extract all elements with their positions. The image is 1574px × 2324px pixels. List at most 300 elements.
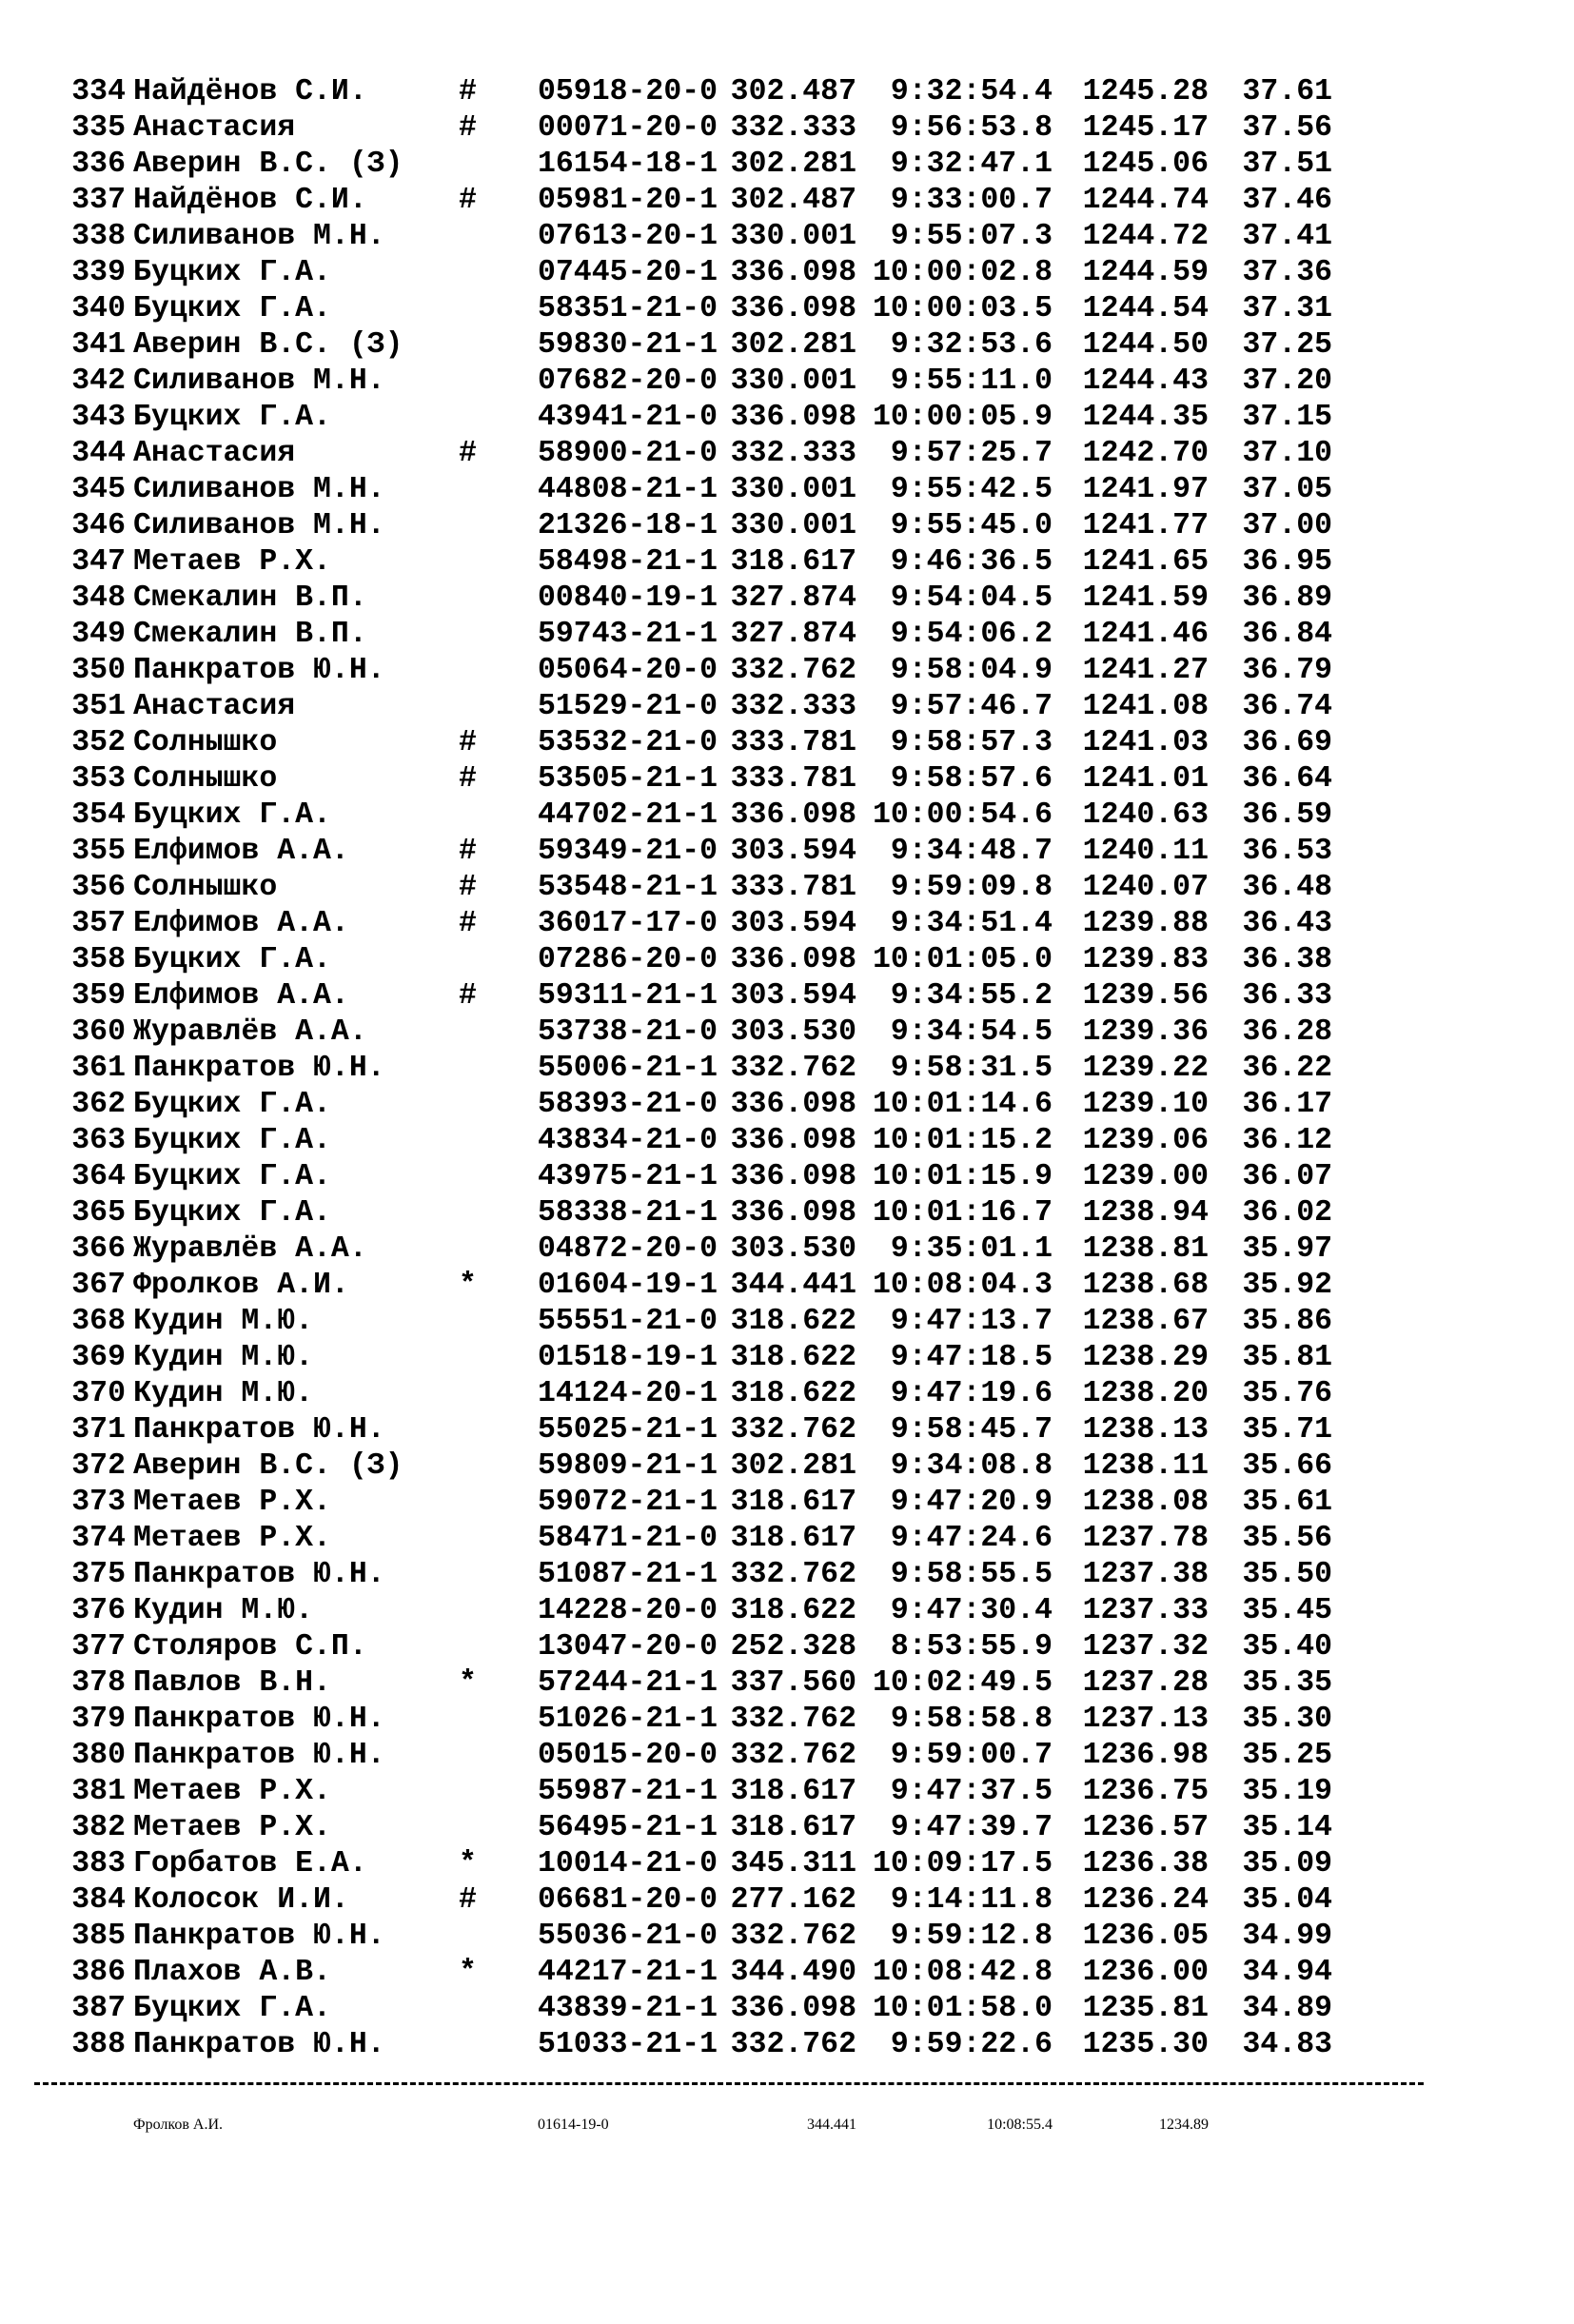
distance: 332.762 (730, 2028, 856, 2061)
owner-name: Метаев Р.Х. (133, 545, 331, 579)
place-number: 386 (71, 1956, 126, 1989)
place-number: 343 (71, 401, 126, 434)
arrival-time: 9:58:04.9 (890, 654, 1053, 687)
coefficient: 35.04 (1242, 1883, 1332, 1917)
ring-number: 55987-21-1 (538, 1775, 718, 1808)
distance: 336.098 (730, 256, 856, 289)
arrival-time: 10:01:58.0 (872, 1992, 1053, 2025)
distance: 318.622 (730, 1341, 856, 1374)
place-number: 349 (71, 618, 126, 651)
distance: 332.333 (730, 690, 856, 723)
place-number: 375 (71, 1558, 126, 1591)
distance: 327.874 (730, 618, 856, 651)
ring-number: 07445-20-1 (538, 256, 718, 289)
owner-name: Анастасия (133, 690, 296, 723)
coefficient: 34.99 (1242, 1920, 1332, 1953)
ring-number: 58393-21-0 (538, 1088, 718, 1121)
mark-symbol: # (459, 762, 477, 796)
arrival-time: 9:57:46.7 (890, 690, 1053, 723)
place-number: 335 (71, 111, 126, 145)
coefficient: 35.66 (1242, 1449, 1332, 1483)
coefficient: 34.89 (1242, 1992, 1332, 2025)
arrival-time: 9:47:24.6 (890, 1522, 1053, 1555)
speed: 1238.81 (1082, 1232, 1209, 1266)
speed: 1244.35 (1082, 401, 1209, 434)
mark-symbol: # (459, 871, 477, 904)
owner-name: Силиванов М.Н. (133, 220, 385, 253)
distance: 318.617 (730, 1811, 856, 1844)
ring-number: 53532-21-0 (538, 726, 718, 759)
distance: 336.098 (730, 1992, 856, 2025)
footer-row (57, 2107, 1389, 2143)
speed: 1245.06 (1082, 148, 1209, 181)
place-number: 336 (71, 148, 126, 181)
place-number: 380 (71, 1739, 126, 1772)
place-number: 383 (71, 1847, 126, 1881)
owner-name: Журавлёв А.А. (133, 1015, 367, 1049)
ring-number: 43839-21-1 (538, 1992, 718, 2025)
speed: 1241.59 (1082, 581, 1209, 615)
speed: 1238.68 (1082, 1269, 1209, 1302)
mark-symbol: * (459, 1269, 477, 1302)
owner-name: Елфимов А.А. (133, 907, 349, 940)
distance: 344.490 (730, 1956, 856, 1989)
arrival-time: 9:56:53.8 (890, 111, 1053, 145)
distance: 337.560 (730, 1666, 856, 1700)
place-number: 350 (71, 654, 126, 687)
distance: 303.594 (730, 907, 856, 940)
place-number: 377 (71, 1630, 126, 1664)
owner-name: Панкратов Ю.Н. (133, 2028, 385, 2061)
mark-symbol: * (459, 1956, 477, 1989)
owner-name: Панкратов Ю.Н. (133, 654, 385, 687)
distance: 336.098 (730, 798, 856, 832)
coefficient: 35.19 (1242, 1775, 1332, 1808)
ring-number: 44808-21-1 (538, 473, 718, 506)
footer-name: Фролков А.И. (133, 2117, 224, 2133)
coefficient: 37.05 (1242, 473, 1332, 506)
distance: 327.874 (730, 581, 856, 615)
arrival-time: 9:47:18.5 (890, 1341, 1053, 1374)
owner-name: Панкратов Ю.Н. (133, 1703, 385, 1736)
speed: 1245.28 (1082, 75, 1209, 108)
speed: 1239.06 (1082, 1124, 1209, 1157)
place-number: 365 (71, 1196, 126, 1230)
distance: 303.530 (730, 1015, 856, 1049)
coefficient: 34.83 (1242, 2028, 1332, 2061)
speed: 1237.78 (1082, 1522, 1209, 1555)
arrival-time: 9:14:11.8 (890, 1883, 1053, 1917)
speed: 1241.01 (1082, 762, 1209, 796)
speed: 1244.43 (1082, 364, 1209, 398)
coefficient: 36.59 (1242, 798, 1332, 832)
place-number: 366 (71, 1232, 126, 1266)
place-number: 376 (71, 1594, 126, 1627)
arrival-time: 9:34:08.8 (890, 1449, 1053, 1483)
ring-number: 06681-20-0 (538, 1883, 718, 1917)
coefficient: 35.45 (1242, 1594, 1332, 1627)
place-number: 367 (71, 1269, 126, 1302)
ring-number: 21326-18-1 (538, 509, 718, 542)
mark-symbol: * (459, 1847, 477, 1881)
coefficient: 36.53 (1242, 835, 1332, 868)
owner-name: Елфимов А.А. (133, 979, 349, 1013)
coefficient: 36.22 (1242, 1052, 1332, 1085)
place-number: 342 (71, 364, 126, 398)
distance: 333.781 (730, 871, 856, 904)
coefficient: 37.31 (1242, 292, 1332, 325)
ring-number: 14124-20-1 (538, 1377, 718, 1410)
coefficient: 36.02 (1242, 1196, 1332, 1230)
speed: 1241.77 (1082, 509, 1209, 542)
arrival-time: 9:59:09.8 (890, 871, 1053, 904)
arrival-time: 9:34:54.5 (890, 1015, 1053, 1049)
coefficient: 35.61 (1242, 1486, 1332, 1519)
ring-number: 43941-21-0 (538, 401, 718, 434)
mark-symbol: # (459, 437, 477, 470)
speed: 1241.27 (1082, 654, 1209, 687)
ring-number: 44217-21-1 (538, 1956, 718, 1989)
ring-number: 00840-19-1 (538, 581, 718, 615)
distance: 336.098 (730, 943, 856, 976)
speed: 1242.70 (1082, 437, 1209, 470)
ring-number: 53738-21-0 (538, 1015, 718, 1049)
arrival-time: 9:58:45.7 (890, 1413, 1053, 1447)
speed: 1238.29 (1082, 1341, 1209, 1374)
ring-number: 59743-21-1 (538, 618, 718, 651)
coefficient: 35.25 (1242, 1739, 1332, 1772)
speed: 1236.57 (1082, 1811, 1209, 1844)
coefficient: 35.92 (1242, 1269, 1332, 1302)
speed: 1238.67 (1082, 1305, 1209, 1338)
place-number: 353 (71, 762, 126, 796)
distance: 318.617 (730, 1486, 856, 1519)
place-number: 385 (71, 1920, 126, 1953)
speed: 1241.08 (1082, 690, 1209, 723)
speed: 1235.30 (1082, 2028, 1209, 2061)
distance: 302.281 (730, 1449, 856, 1483)
place-number: 373 (71, 1486, 126, 1519)
ring-number: 44702-21-1 (538, 798, 718, 832)
arrival-time: 10:00:02.8 (872, 256, 1053, 289)
owner-name: Кудин М.Ю. (133, 1341, 314, 1374)
ring-number: 51529-21-0 (538, 690, 718, 723)
ring-number: 43975-21-1 (538, 1160, 718, 1193)
coefficient: 35.71 (1242, 1413, 1332, 1447)
coefficient: 37.41 (1242, 220, 1332, 253)
place-number: 347 (71, 545, 126, 579)
owner-name: Панкратов Ю.Н. (133, 1052, 385, 1085)
distance: 332.333 (730, 437, 856, 470)
speed: 1235.81 (1082, 1992, 1209, 2025)
ring-number: 51033-21-1 (538, 2028, 718, 2061)
ring-number: 59072-21-1 (538, 1486, 718, 1519)
ring-number: 01604-19-1 (538, 1269, 718, 1302)
footer-speed: 1234.89 (1159, 2117, 1209, 2133)
arrival-time: 9:34:51.4 (890, 907, 1053, 940)
ring-number: 14228-20-0 (538, 1594, 718, 1627)
arrival-time: 9:32:47.1 (890, 148, 1053, 181)
coefficient: 35.50 (1242, 1558, 1332, 1591)
place-number: 364 (71, 1160, 126, 1193)
coefficient: 35.40 (1242, 1630, 1332, 1664)
speed: 1238.94 (1082, 1196, 1209, 1230)
coefficient: 36.28 (1242, 1015, 1332, 1049)
mark-symbol: # (459, 907, 477, 940)
owner-name: Журавлёв А.А. (133, 1232, 367, 1266)
place-number: 372 (71, 1449, 126, 1483)
distance: 330.001 (730, 473, 856, 506)
ring-number: 13047-20-0 (538, 1630, 718, 1664)
distance: 344.441 (730, 1269, 856, 1302)
speed: 1237.38 (1082, 1558, 1209, 1591)
owner-name: Силиванов М.Н. (133, 473, 385, 506)
ring-number: 51026-21-1 (538, 1703, 718, 1736)
owner-name: Кудин М.Ю. (133, 1377, 314, 1410)
place-number: 363 (71, 1124, 126, 1157)
speed: 1241.03 (1082, 726, 1209, 759)
arrival-time: 9:58:58.8 (890, 1703, 1053, 1736)
owner-name: Буцких Г.А. (133, 1160, 331, 1193)
speed: 1241.97 (1082, 473, 1209, 506)
speed: 1239.22 (1082, 1052, 1209, 1085)
distance: 318.617 (730, 545, 856, 579)
owner-name: Солнышко (133, 726, 278, 759)
coefficient: 36.33 (1242, 979, 1332, 1013)
coefficient: 36.74 (1242, 690, 1332, 723)
owner-name: Анастасия (133, 437, 296, 470)
coefficient: 36.64 (1242, 762, 1332, 796)
arrival-time: 9:59:12.8 (890, 1920, 1053, 1953)
ring-number: 53548-21-1 (538, 871, 718, 904)
speed: 1237.33 (1082, 1594, 1209, 1627)
owner-name: Метаев Р.Х. (133, 1811, 331, 1844)
ring-number: 51087-21-1 (538, 1558, 718, 1591)
ring-number: 55006-21-1 (538, 1052, 718, 1085)
place-number: 379 (71, 1703, 126, 1736)
coefficient: 36.43 (1242, 907, 1332, 940)
coefficient: 36.69 (1242, 726, 1332, 759)
place-number: 352 (71, 726, 126, 759)
speed: 1244.74 (1082, 184, 1209, 217)
speed: 1239.56 (1082, 979, 1209, 1013)
arrival-time: 10:01:05.0 (872, 943, 1053, 976)
arrival-time: 9:55:11.0 (890, 364, 1053, 398)
speed: 1237.13 (1082, 1703, 1209, 1736)
place-number: 368 (71, 1305, 126, 1338)
owner-name: Смекалин В.П. (133, 618, 367, 651)
place-number: 339 (71, 256, 126, 289)
coefficient: 35.81 (1242, 1341, 1332, 1374)
distance: 330.001 (730, 509, 856, 542)
dashed-separator (34, 2082, 1424, 2085)
distance: 332.333 (730, 111, 856, 145)
distance: 303.530 (730, 1232, 856, 1266)
coefficient: 36.07 (1242, 1160, 1332, 1193)
ring-number: 56495-21-1 (538, 1811, 718, 1844)
ring-number: 05981-20-1 (538, 184, 718, 217)
ring-number: 36017-17-0 (538, 907, 718, 940)
arrival-time: 9:34:55.2 (890, 979, 1053, 1013)
place-number: 351 (71, 690, 126, 723)
owner-name: Панкратов Ю.Н. (133, 1739, 385, 1772)
speed: 1238.13 (1082, 1413, 1209, 1447)
owner-name: Буцких Г.А. (133, 798, 331, 832)
ring-number: 58471-21-0 (538, 1522, 718, 1555)
distance: 332.762 (730, 1052, 856, 1085)
owner-name: Метаев Р.Х. (133, 1775, 331, 1808)
mark-symbol: # (459, 111, 477, 145)
owner-name: Силиванов М.Н. (133, 509, 385, 542)
owner-name: Фролков А.И. (133, 1269, 349, 1302)
coefficient: 36.48 (1242, 871, 1332, 904)
coefficient: 37.10 (1242, 437, 1332, 470)
distance: 336.098 (730, 1160, 856, 1193)
place-number: 359 (71, 979, 126, 1013)
distance: 318.617 (730, 1522, 856, 1555)
coefficient: 36.95 (1242, 545, 1332, 579)
coefficient: 35.30 (1242, 1703, 1332, 1736)
coefficient: 36.79 (1242, 654, 1332, 687)
coefficient: 36.84 (1242, 618, 1332, 651)
owner-name: Буцких Г.А. (133, 1196, 331, 1230)
distance: 302.487 (730, 184, 856, 217)
distance: 277.162 (730, 1883, 856, 1917)
coefficient: 37.36 (1242, 256, 1332, 289)
distance: 336.098 (730, 1088, 856, 1121)
arrival-time: 10:09:17.5 (872, 1847, 1053, 1881)
owner-name: Смекалин В.П. (133, 581, 367, 615)
place-number: 362 (71, 1088, 126, 1121)
speed: 1244.72 (1082, 220, 1209, 253)
speed: 1239.00 (1082, 1160, 1209, 1193)
speed: 1237.32 (1082, 1630, 1209, 1664)
arrival-time: 10:02:49.5 (872, 1666, 1053, 1700)
speed: 1236.05 (1082, 1920, 1209, 1953)
arrival-time: 9:33:00.7 (890, 184, 1053, 217)
coefficient: 35.14 (1242, 1811, 1332, 1844)
place-number: 338 (71, 220, 126, 253)
owner-name: Панкратов Ю.Н. (133, 1558, 385, 1591)
owner-name: Аверин В.С. (З) (133, 328, 403, 362)
speed: 1245.17 (1082, 111, 1209, 145)
ring-number: 55025-21-1 (538, 1413, 718, 1447)
arrival-time: 10:01:15.9 (872, 1160, 1053, 1193)
ring-number: 07613-20-1 (538, 220, 718, 253)
place-number: 334 (71, 75, 126, 108)
arrival-time: 9:59:00.7 (890, 1739, 1053, 1772)
distance: 318.622 (730, 1305, 856, 1338)
distance: 318.622 (730, 1594, 856, 1627)
distance: 302.281 (730, 328, 856, 362)
arrival-time: 9:54:06.2 (890, 618, 1053, 651)
distance: 336.098 (730, 292, 856, 325)
coefficient: 35.86 (1242, 1305, 1332, 1338)
place-number: 378 (71, 1666, 126, 1700)
arrival-time: 9:32:53.6 (890, 328, 1053, 362)
coefficient: 36.17 (1242, 1088, 1332, 1121)
place-number: 357 (71, 907, 126, 940)
ring-number: 05918-20-0 (538, 75, 718, 108)
ring-number: 05064-20-0 (538, 654, 718, 687)
ring-number: 59830-21-1 (538, 328, 718, 362)
owner-name: Буцких Г.А. (133, 292, 331, 325)
speed: 1239.36 (1082, 1015, 1209, 1049)
distance: 336.098 (730, 1124, 856, 1157)
owner-name: Силиванов М.Н. (133, 364, 385, 398)
coefficient: 35.09 (1242, 1847, 1332, 1881)
speed: 1240.07 (1082, 871, 1209, 904)
speed: 1241.65 (1082, 545, 1209, 579)
arrival-time: 9:32:54.4 (890, 75, 1053, 108)
mark-symbol: # (459, 1883, 477, 1917)
owner-name: Метаев Р.Х. (133, 1486, 331, 1519)
owner-name: Столяров С.П. (133, 1630, 367, 1664)
coefficient: 35.76 (1242, 1377, 1332, 1410)
place-number: 345 (71, 473, 126, 506)
owner-name: Аверин В.С. (З) (133, 1449, 403, 1483)
distance: 332.762 (730, 1920, 856, 1953)
ring-number: 55036-21-0 (538, 1920, 718, 1953)
distance: 332.762 (730, 654, 856, 687)
coefficient: 35.56 (1242, 1522, 1332, 1555)
speed: 1241.46 (1082, 618, 1209, 651)
footer-ring: 01614-19-0 (538, 2117, 609, 2133)
distance: 336.098 (730, 401, 856, 434)
footer-distance: 344.441 (807, 2117, 856, 2133)
ring-number: 58498-21-1 (538, 545, 718, 579)
distance: 333.781 (730, 726, 856, 759)
mark-symbol: # (459, 726, 477, 759)
arrival-time: 9:54:04.5 (890, 581, 1053, 615)
distance: 333.781 (730, 762, 856, 796)
ring-number: 07682-20-0 (538, 364, 718, 398)
arrival-time: 9:46:36.5 (890, 545, 1053, 579)
coefficient: 37.15 (1242, 401, 1332, 434)
arrival-time: 10:00:54.6 (872, 798, 1053, 832)
place-number: 374 (71, 1522, 126, 1555)
coefficient: 37.20 (1242, 364, 1332, 398)
owner-name: Аверин В.С. (З) (133, 148, 403, 181)
owner-name: Найдёнов С.И. (133, 75, 367, 108)
speed: 1237.28 (1082, 1666, 1209, 1700)
place-number: 355 (71, 835, 126, 868)
speed: 1236.75 (1082, 1775, 1209, 1808)
coefficient: 35.35 (1242, 1666, 1332, 1700)
place-number: 356 (71, 871, 126, 904)
place-number: 346 (71, 509, 126, 542)
speed: 1239.10 (1082, 1088, 1209, 1121)
owner-name: Горбатов Е.А. (133, 1847, 367, 1881)
place-number: 344 (71, 437, 126, 470)
arrival-time: 10:01:16.7 (872, 1196, 1053, 1230)
mark-symbol: * (459, 1666, 477, 1700)
speed: 1244.59 (1082, 256, 1209, 289)
place-number: 382 (71, 1811, 126, 1844)
owner-name: Буцких Г.А. (133, 1088, 331, 1121)
speed: 1244.50 (1082, 328, 1209, 362)
ring-number: 55551-21-0 (538, 1305, 718, 1338)
owner-name: Буцких Г.А. (133, 256, 331, 289)
arrival-time: 10:08:04.3 (872, 1269, 1053, 1302)
place-number: 360 (71, 1015, 126, 1049)
ring-number: 58338-21-1 (538, 1196, 718, 1230)
arrival-time: 9:47:13.7 (890, 1305, 1053, 1338)
arrival-time: 8:53:55.9 (890, 1630, 1053, 1664)
distance: 318.622 (730, 1377, 856, 1410)
place-number: 354 (71, 798, 126, 832)
coefficient: 37.25 (1242, 328, 1332, 362)
